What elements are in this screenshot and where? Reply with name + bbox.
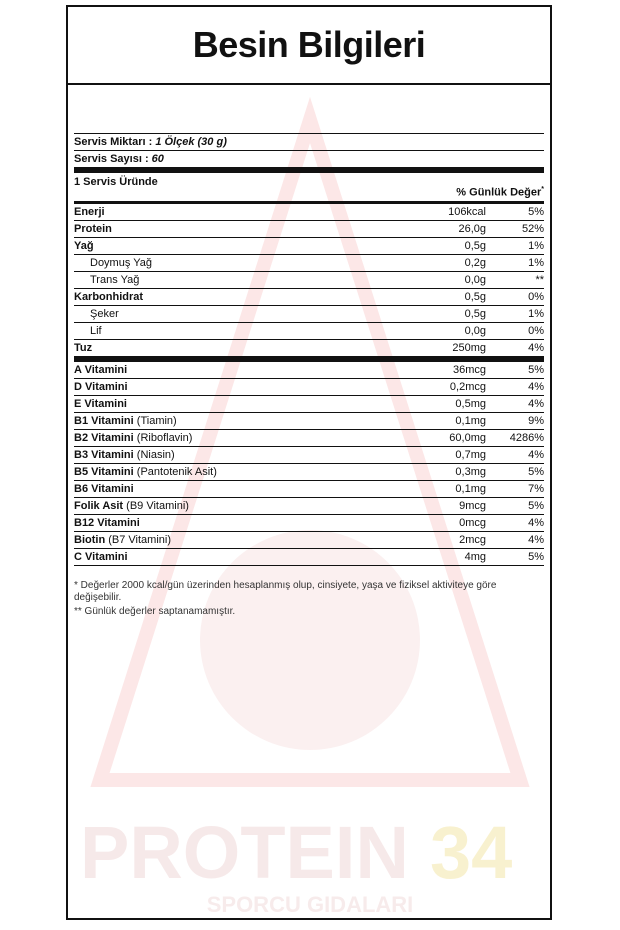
daily-value-percent: 0% bbox=[528, 325, 544, 337]
nutrient-name: B1 Vitamini (Tiamin) bbox=[74, 415, 177, 427]
nutrient-name: B6 Vitamini bbox=[74, 483, 134, 495]
daily-value-percent: 5% bbox=[528, 500, 544, 512]
servings-value: 60 bbox=[151, 153, 164, 165]
nutrient-amount: 0,0g bbox=[464, 274, 486, 286]
nutrient-amount: 36mcg bbox=[452, 364, 486, 376]
daily-value-percent: 4% bbox=[528, 398, 544, 410]
nutrient-name: Enerji bbox=[74, 206, 105, 218]
daily-value-percent: 4% bbox=[528, 449, 544, 461]
nutrient-subname: (Riboflavin) bbox=[136, 432, 193, 444]
daily-value-percent: 52% bbox=[521, 223, 544, 235]
nutrition-content bbox=[74, 133, 544, 620]
nutrient-amount: 0,7mg bbox=[455, 449, 486, 461]
page-title: Besin Bilgileri bbox=[192, 24, 426, 65]
nutrient-amount: 0,1mg bbox=[455, 415, 486, 427]
nutrient-amount: 0,3mg bbox=[455, 466, 486, 478]
table-row bbox=[74, 446, 544, 463]
serving-size-value: 1 Ölçek (30 g) bbox=[155, 136, 227, 148]
daily-value-percent: 5% bbox=[528, 466, 544, 478]
nutrient-name: Karbonhidrat bbox=[74, 291, 144, 303]
nutrient-subname: (Pantotenik Asit) bbox=[136, 466, 217, 478]
nutrient-name: B5 Vitamini (Pantotenik Asit) bbox=[74, 466, 217, 478]
daily-value-percent: 4% bbox=[528, 517, 544, 529]
table-row bbox=[74, 339, 544, 356]
daily-value-percent: 4% bbox=[528, 342, 544, 354]
nutrient-amount: 2mcg bbox=[459, 534, 486, 546]
table-row bbox=[74, 362, 544, 378]
nutrient-subname: (B7 Vitamini) bbox=[108, 534, 171, 546]
nutrient-amount: 0,0g bbox=[464, 325, 486, 337]
table-row bbox=[74, 429, 544, 446]
nutrient-name: Doymuş Yağ bbox=[90, 257, 152, 269]
table-row bbox=[74, 514, 544, 531]
daily-value-header: % Günlük Değer* bbox=[456, 186, 544, 199]
watermark-brand-number: 34 bbox=[430, 811, 513, 894]
table-header bbox=[74, 173, 544, 201]
nutrient-amount: 0,2g bbox=[464, 257, 486, 269]
nutrient-name: Yağ bbox=[74, 240, 94, 252]
nutrient-name: Protein bbox=[74, 223, 112, 235]
nutrient-amount: 250mg bbox=[452, 342, 486, 354]
table-row bbox=[74, 288, 544, 305]
table-row bbox=[74, 237, 544, 254]
nutrient-name: Biotin (B7 Vitamini) bbox=[74, 534, 171, 546]
divider bbox=[74, 565, 544, 566]
table-row bbox=[74, 220, 544, 237]
daily-value-percent: 5% bbox=[528, 206, 544, 218]
daily-value-percent: 1% bbox=[528, 257, 544, 269]
nutrient-subname: (Niasin) bbox=[136, 449, 175, 461]
table-row bbox=[74, 378, 544, 395]
footnote-2: ** Günlük değerler saptanamamıştır. bbox=[74, 606, 236, 617]
nutrient-amount: 106kcal bbox=[448, 206, 486, 218]
nutrient-amount: 60,0mg bbox=[449, 432, 486, 444]
table-row bbox=[74, 463, 544, 480]
nutrient-amount: 4mg bbox=[464, 551, 486, 563]
daily-value-percent: 5% bbox=[528, 551, 544, 563]
table-row bbox=[74, 322, 544, 339]
nutrient-name: Folik Asit (B9 Vitamini) bbox=[74, 500, 189, 512]
nutrient-name: C Vitamini bbox=[74, 551, 128, 563]
nutrient-name: Tuz bbox=[74, 342, 93, 354]
table-row bbox=[74, 254, 544, 271]
table-row bbox=[74, 531, 544, 548]
nutrient-amount: 0,5mg bbox=[455, 398, 486, 410]
nutrient-name: B3 Vitamini (Niasin) bbox=[74, 449, 175, 461]
nutrient-amount: 0,1mg bbox=[455, 483, 486, 495]
nutrient-name: Şeker bbox=[90, 308, 119, 320]
serving-size-row bbox=[74, 134, 544, 150]
table-row bbox=[74, 204, 544, 220]
nutrient-name: B2 Vitamini (Riboflavin) bbox=[74, 432, 193, 444]
table-row bbox=[74, 305, 544, 322]
nutrient-amount: 0mcg bbox=[459, 517, 486, 529]
nutrient-amount: 0,5g bbox=[464, 291, 486, 303]
daily-value-percent: 4% bbox=[528, 534, 544, 546]
nutrient-amount: 0,5g bbox=[464, 308, 486, 320]
nutrient-name: B12 Vitamini bbox=[74, 517, 140, 529]
nutrition-label bbox=[66, 5, 552, 920]
daily-value-percent: 5% bbox=[528, 364, 544, 376]
footnote-1: * Değerler 2000 kcal/gün üzerinden hesaplanmış olup, cinsiyete, yaşa ve fiziksel aktiviteye göre değişebilir. bbox=[74, 580, 497, 603]
daily-value-percent: 1% bbox=[528, 240, 544, 252]
table-row bbox=[74, 412, 544, 429]
table-row bbox=[74, 271, 544, 288]
daily-value-percent: 4% bbox=[528, 381, 544, 393]
servings-label: Servis Sayısı : bbox=[74, 153, 149, 165]
table-row bbox=[74, 480, 544, 497]
servings-row bbox=[74, 151, 544, 167]
macro-table bbox=[74, 204, 544, 356]
nutrient-name: E Vitamini bbox=[74, 398, 127, 410]
daily-value-percent: 4286% bbox=[509, 432, 544, 444]
nutrient-amount: 9mcg bbox=[459, 500, 486, 512]
nutrient-name: Trans Yağ bbox=[90, 274, 140, 286]
nutrient-name: D Vitamini bbox=[74, 381, 128, 393]
per-serving-header: 1 Servis Üründe bbox=[74, 176, 158, 188]
nutrient-subname: (B9 Vitamini) bbox=[126, 500, 189, 512]
vitamin-table bbox=[74, 362, 544, 565]
watermark-brand: PROTEIN bbox=[80, 811, 409, 894]
daily-value-percent: 9% bbox=[528, 415, 544, 427]
serving-size-label: Servis Miktarı : bbox=[74, 136, 153, 148]
table-row bbox=[74, 395, 544, 412]
title-box bbox=[68, 7, 550, 85]
nutrient-name: A Vitamini bbox=[74, 364, 128, 376]
daily-value-percent: 1% bbox=[528, 308, 544, 320]
nutrient-name: Lif bbox=[90, 325, 102, 337]
footnotes bbox=[74, 580, 544, 618]
nutrient-amount: 26,0g bbox=[458, 223, 486, 235]
nutrient-amount: 0,5g bbox=[464, 240, 486, 252]
watermark-tagline: SPORCU GIDALARI bbox=[206, 892, 414, 917]
nutrient-subname: (Tiamin) bbox=[136, 415, 177, 427]
table-row bbox=[74, 497, 544, 514]
table-row bbox=[74, 548, 544, 565]
daily-value-percent: 0% bbox=[528, 291, 544, 303]
nutrient-amount: 0,2mcg bbox=[449, 381, 486, 393]
daily-value-percent: 7% bbox=[528, 483, 544, 495]
daily-value-percent: ** bbox=[535, 274, 544, 286]
